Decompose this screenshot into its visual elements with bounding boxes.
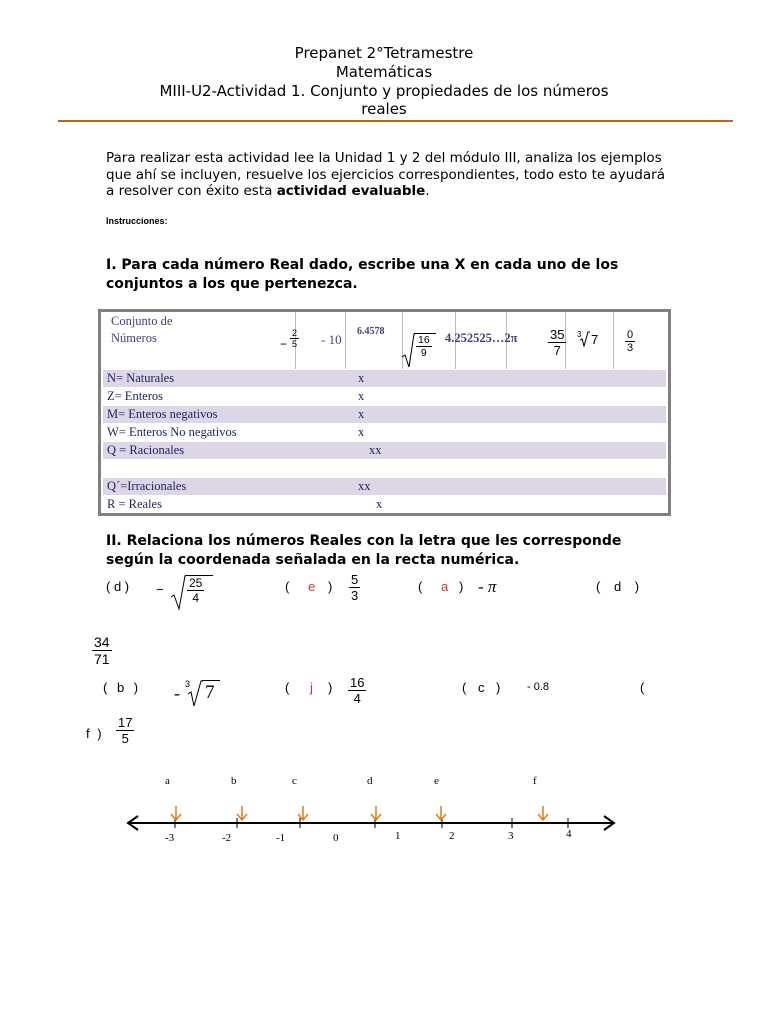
value-neg-0-8: - 0.8 [527, 681, 550, 693]
section2-title: II. Relaciona los números Reales con la letra que les corresponde según la coordenada señalada en la recta numérica. [106, 533, 622, 568]
answer-5: ( b ) [103, 680, 139, 695]
answer-3-open: ( [418, 579, 423, 594]
header-sets-line2: Números [111, 331, 157, 345]
title-line-4: reales [361, 100, 407, 118]
tick-label: 4 [566, 828, 572, 840]
tick-label: 0 [333, 832, 339, 844]
point-label-c: c [292, 775, 297, 787]
fraction-16-9: $\frac{16}{9}$ [418, 334, 430, 359]
fraction-34-71: $\frac{34}{71}$ [94, 634, 110, 667]
table-row: M= Enteros negativos x [103, 406, 666, 423]
fraction-2-5: $\frac{2}{5}$ [292, 328, 298, 349]
tick-label: -2 [222, 832, 232, 844]
title-line-1: Prepanet 2°Tetramestre [294, 44, 474, 62]
cube-root-icon [187, 680, 203, 708]
cube-root-icon [580, 331, 590, 347]
sqrt-icon [401, 333, 415, 369]
intro-paragraph [106, 150, 666, 200]
point-label-d: d [367, 775, 373, 787]
root-index-2: 3 [185, 679, 191, 689]
point-label-e: e [434, 775, 439, 787]
fraction-16-4: $\frac{16}{4}$ [350, 675, 365, 706]
answer-6-open: ( [285, 680, 290, 695]
sets-table [98, 309, 671, 516]
orange-arrows [171, 806, 548, 820]
number-neg-10: - 10 [321, 332, 342, 347]
neg-sign: − [280, 337, 288, 351]
instructions-label: Instrucciones: [106, 216, 168, 226]
fraction-17-5: $\frac{17}{5}$ [118, 715, 133, 746]
table-row: Q´=Irracionales xx [103, 478, 666, 495]
point-label-b: b [231, 775, 237, 787]
title-line-2: Matemáticas [335, 63, 433, 81]
answer-4: ( d ) [596, 579, 640, 594]
number-6-4578: 6.4578 [357, 326, 385, 337]
answer-6-letter: j [310, 680, 313, 695]
fraction-25-4: $\frac{25}{4}$ [189, 576, 203, 605]
answer-2-close: ) [328, 579, 333, 594]
sqrt-icon [170, 575, 186, 611]
tick-label: 3 [508, 830, 514, 842]
root-value-2: 7 [205, 682, 215, 703]
table-row: N= Naturales x [103, 370, 666, 387]
answer-8-open: ( [640, 680, 645, 695]
table-row: Q = Racionales xx [103, 442, 666, 459]
answer-7: ( c ) [462, 680, 501, 695]
header-sets-line1: Conjunto de [111, 314, 173, 328]
header-divider [58, 120, 733, 122]
tick-label: 2 [449, 830, 455, 842]
answer-8-close: f ) [86, 726, 102, 741]
root-value: 7 [591, 332, 599, 347]
fraction-0-3: $\frac{0}{3}$ [627, 329, 634, 354]
minus-sign-2: - [174, 683, 180, 703]
answer-3-letter: a [441, 579, 449, 594]
intro-text: Para realizar esta actividad lee la Unidad 1 y 2 del módulo III, analiza los ejemplos que ahí se incluyen, resuelve los ejercicios correspondientes, todo esto te ayudará a resolver con éxito esta [106, 150, 665, 199]
point-label-a: a [165, 775, 170, 787]
number-line [120, 800, 620, 840]
point-label-f: f [533, 775, 537, 787]
fraction-5-3: $\frac{5}{3}$ [351, 572, 359, 603]
answer-1: ( d ) [106, 579, 130, 594]
answer-3-close: ) [459, 579, 464, 594]
intro-end: . [425, 183, 430, 199]
answer-2-letter: e [308, 579, 316, 594]
table-row: R = Reales x [107, 497, 383, 511]
section1-title: I. Para cada número Real dado, escribe una X en cada uno de los conjuntos a los que pertenezca. [106, 257, 619, 292]
value-neg-pi: - π [478, 577, 497, 596]
root-index: 3 [577, 330, 582, 339]
tick-label: -3 [165, 832, 175, 844]
number-repeating: 4.252525…2π [445, 331, 518, 345]
table-row: Z= Enteros x [107, 389, 365, 403]
title-line-3: MIII-U2-Actividad 1. Conjunto y propiedades de los números [159, 82, 609, 100]
intro-bold: actividad evaluable [276, 183, 426, 199]
minus-sign: − [156, 582, 164, 597]
tick-label: 1 [395, 830, 401, 842]
table-row [103, 460, 666, 477]
tick-label: -1 [276, 832, 286, 844]
answer-6-close: ) [328, 680, 333, 695]
answer-2-open: ( [285, 579, 290, 594]
table-row: W= Enteros No negativos x [107, 425, 365, 439]
fraction-35-7: $\frac{35}{7}$ [550, 327, 565, 358]
table-header [101, 312, 668, 369]
